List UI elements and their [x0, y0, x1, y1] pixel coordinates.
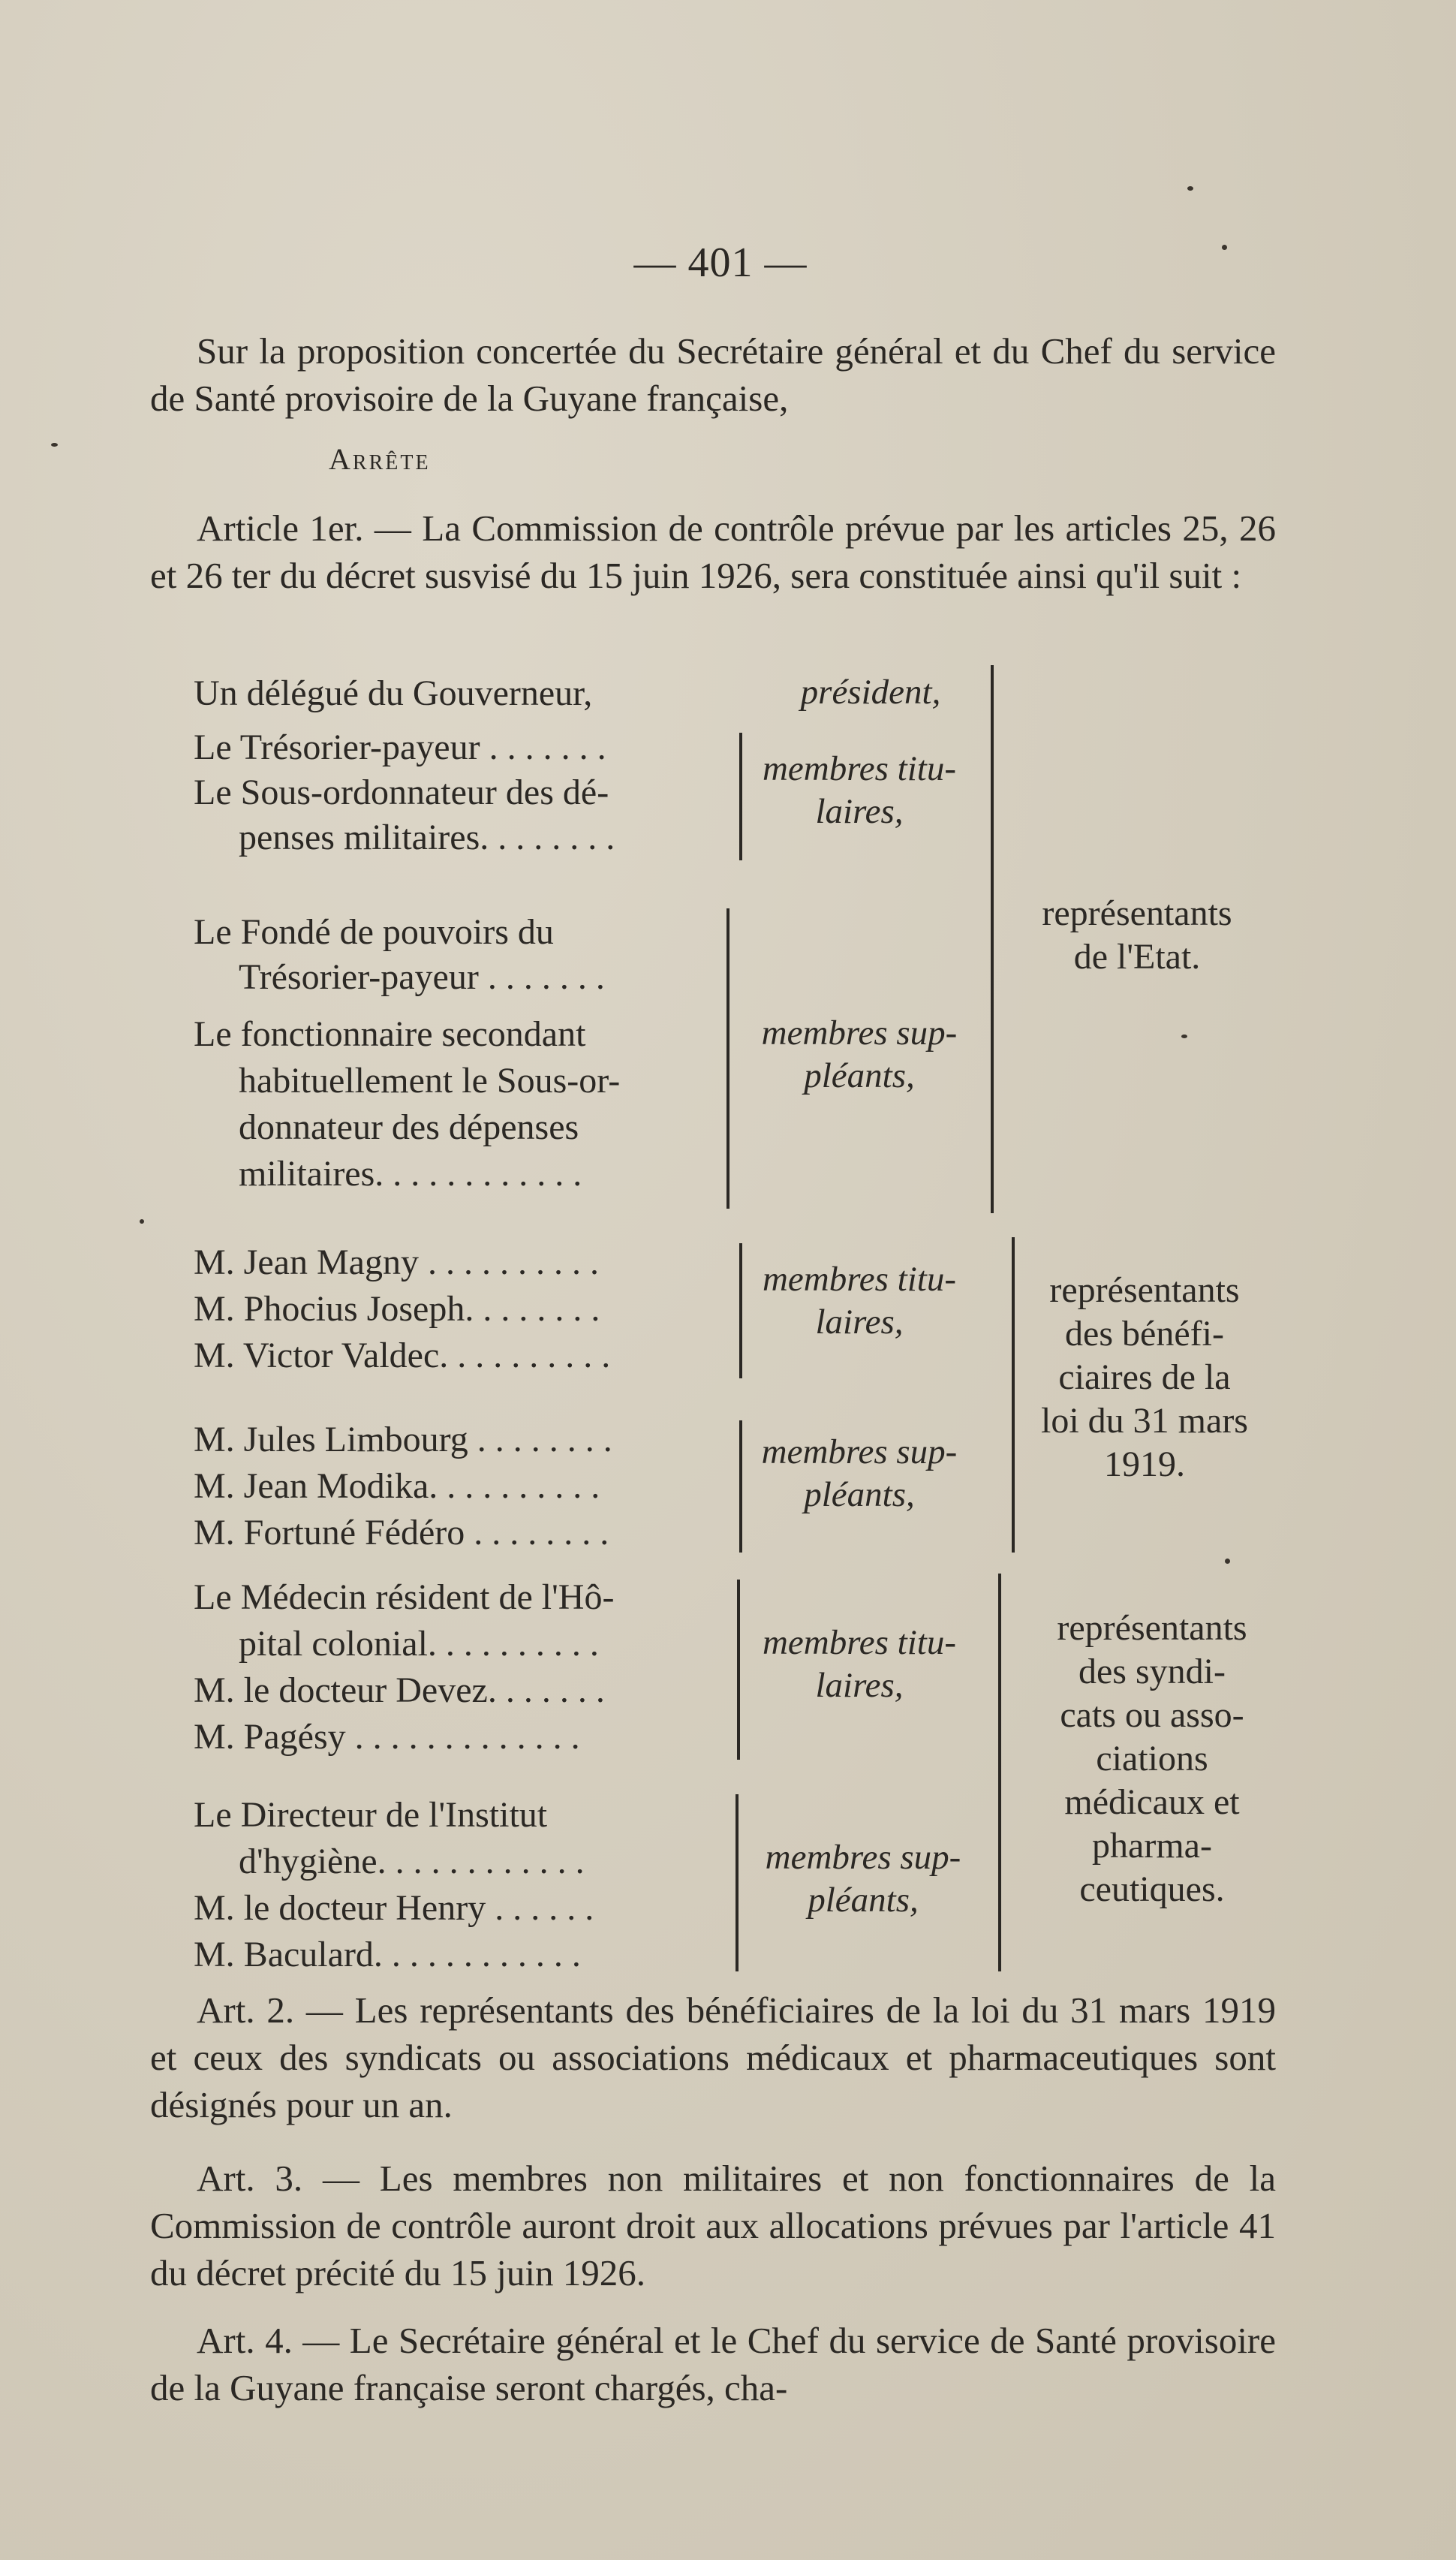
label-line: des syndi- — [1078, 1652, 1226, 1691]
label-line: représentants — [1049, 1270, 1240, 1310]
beneficiaire-titulaire-3: M. Victor Valdec. . . . . . . . . . — [194, 1336, 611, 1375]
representants-syndicats-label — [1013, 1607, 1291, 1911]
president-member: Un délégué du Gouverneur, — [194, 673, 593, 713]
beneficiaire-suppleant-3: M. Fortuné Fédéro . . . . . . . . — [194, 1513, 609, 1553]
label-line: membres sup- — [761, 1432, 958, 1471]
label-line: pléants, — [804, 1056, 915, 1095]
article-4: Art. 4. — Le Secrétaire général et le Chef du service de Santé provisoire de la Guyane française seront chargés, cha- — [150, 2320, 1276, 2408]
label-line: pléants, — [804, 1475, 915, 1514]
print-speck — [140, 1219, 144, 1224]
print-speck — [1225, 1559, 1230, 1564]
state-suppleant-2: Trésorier-payeur . . . . . . . — [239, 957, 605, 997]
brace-beneficiaires-titulaires — [739, 1243, 742, 1378]
label-line: pharma- — [1092, 1826, 1212, 1866]
brace-representants-etat — [991, 665, 994, 1213]
state-titulaire-1: Le Trésorier-payeur . . . . . . . — [194, 727, 606, 767]
label-line: loi du 31 mars — [1041, 1401, 1248, 1441]
state-suppleant-1: Le Fondé de pouvoirs du — [194, 912, 554, 952]
brace-syndicats-suppleants — [736, 1794, 739, 1971]
syndicats-suppleants-label — [743, 1836, 983, 1922]
label-line: laires, — [815, 1303, 904, 1342]
beneficiaires-titulaires-label — [747, 1258, 972, 1344]
label-line: ciations — [1096, 1739, 1208, 1778]
print-speck — [1222, 245, 1227, 250]
print-speck — [1187, 186, 1193, 191]
syndicat-suppleant-3: M. le docteur Henry . . . . . . — [194, 1888, 594, 1928]
brace-beneficiaires-suppleants — [739, 1420, 742, 1553]
label-line: des bénéfi- — [1065, 1314, 1224, 1354]
beneficiaire-titulaire-2: M. Phocius Joseph. . . . . . . . — [194, 1289, 600, 1329]
syndicats-titulaires-label — [747, 1622, 972, 1707]
label-line: 1919. — [1104, 1444, 1185, 1484]
label-line: membres titu- — [762, 1260, 957, 1299]
president-label: président, — [800, 673, 941, 712]
label-line: cats ou asso- — [1060, 1695, 1244, 1735]
beneficiaire-suppleant-1: M. Jules Limbourg . . . . . . . . — [194, 1420, 612, 1459]
syndicat-suppleant-4: M. Baculard. . . . . . . . . . . . — [194, 1935, 581, 1974]
representants-etat-label — [998, 892, 1276, 979]
syndicat-suppleant-2: d'hygiène. . . . . . . . . . . . — [239, 1842, 585, 1881]
arrete-heading: Arrête — [329, 442, 431, 476]
syndicat-titulaire-4: M. Pagésy . . . . . . . . . . . . . — [194, 1717, 580, 1757]
intro-paragraph: Sur la proposition concertée du Secrétaire général et du Chef du service de Santé provisoire de la Guyane française, — [150, 330, 1276, 419]
brace-state-titulaires — [739, 733, 742, 860]
label-line: ciaires de la — [1058, 1357, 1231, 1397]
state-suppleant-5: donnateur des dépenses — [239, 1107, 579, 1147]
label-line: pléants, — [808, 1881, 919, 1920]
article-1: Article 1er. — La Commission de contrôle prévue par les articles 25, 26 et 26 ter du décret susvisé du 15 juin 1926, sera constituée ainsi qu'il suit : — [150, 507, 1276, 596]
state-suppleant-3: Le fonctionnaire secondant — [194, 1014, 586, 1054]
syndicat-titulaire-3: M. le docteur Devez. . . . . . . — [194, 1670, 605, 1710]
label-line: membres titu- — [762, 749, 957, 788]
label-line: laires, — [815, 792, 904, 831]
label-line: ceutiques. — [1079, 1869, 1225, 1909]
label-line: membres titu- — [762, 1623, 957, 1662]
state-titulaires-label — [747, 748, 972, 833]
article-2: Art. 2. — Les représentants des bénéficiaires de la loi du 31 mars 1919 et ceux des syndicats ou associations médicaux et pharmaceutiques sont désignés pour un an. — [150, 1989, 1276, 2125]
beneficiaire-titulaire-1: M. Jean Magny . . . . . . . . . . — [194, 1242, 599, 1282]
label-line: médicaux et — [1064, 1782, 1240, 1822]
brace-state-suppleants — [726, 908, 730, 1209]
article-3: Art. 3. — Les membres non militaires et non fonctionnaires de la Commission de contrôle auront droit aux allocations prévues par l'article 41 du décret précité du 15 juin 1926. — [150, 2158, 1276, 2293]
syndicat-titulaire-1: Le Médecin résident de l'Hô- — [194, 1577, 615, 1617]
label-line: de l'Etat. — [1073, 937, 1201, 977]
beneficiaire-suppleant-2: M. Jean Modika. . . . . . . . . . — [194, 1466, 600, 1506]
brace-representants-syndicats — [998, 1574, 1001, 1971]
page-number: — 401 — — [633, 239, 808, 286]
syndicat-suppleant-1: Le Directeur de l'Institut — [194, 1795, 548, 1835]
label-line: membres sup- — [765, 1838, 961, 1877]
print-speck — [1181, 1035, 1187, 1038]
label-line: représentants — [1057, 1608, 1247, 1648]
representants-beneficiaires-label — [998, 1269, 1291, 1486]
state-titulaire-3: penses militaires. . . . . . . . — [239, 818, 615, 857]
beneficiaires-suppleants-label — [747, 1431, 972, 1516]
label-line: représentants — [1042, 893, 1232, 933]
state-suppleant-4: habituellement le Sous-or- — [239, 1061, 621, 1101]
state-suppleants-label — [743, 1012, 976, 1098]
print-speck — [51, 443, 58, 447]
state-titulaire-2: Le Sous-ordonnateur des dé- — [194, 773, 609, 812]
brace-syndicats-titulaires — [737, 1580, 740, 1760]
syndicat-titulaire-2: pital colonial. . . . . . . . . . — [239, 1624, 599, 1664]
label-line: membres sup- — [761, 1013, 958, 1053]
label-line: laires, — [815, 1666, 904, 1705]
state-suppleant-6: militaires. . . . . . . . . . . . — [239, 1154, 582, 1194]
